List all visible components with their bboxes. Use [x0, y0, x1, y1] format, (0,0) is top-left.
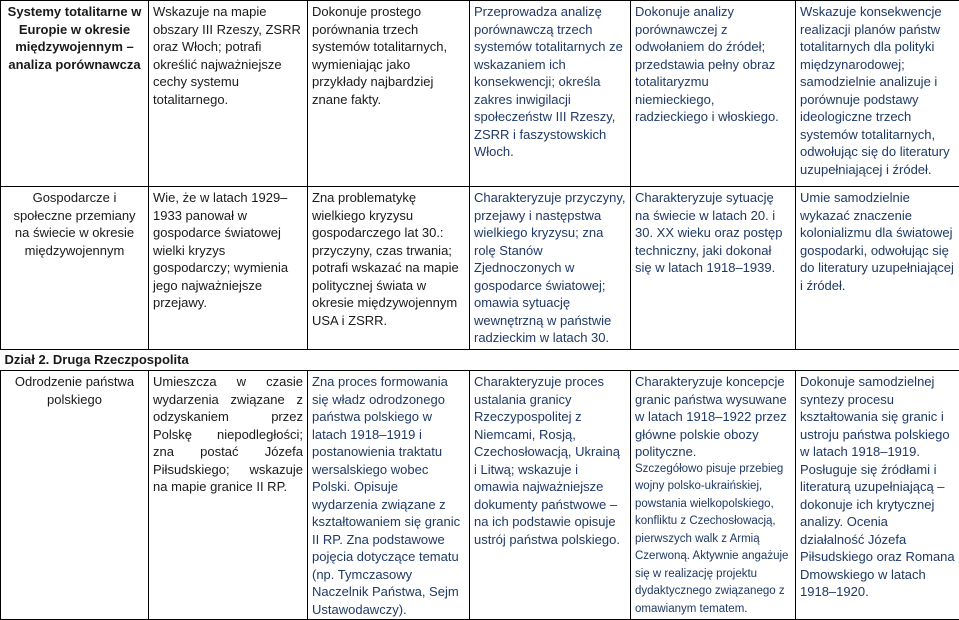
criteria-cell-dobra: Przeprowadza analizę porównawczą trzech systemów totalitarnych ze wskazaniem ich konsekwencji; określa zakres inwigilacji społeczeństw III Rzeszy, ZSRR i faszystowskich Włoch.	[470, 1, 631, 187]
table-row	[1, 187, 959, 350]
criteria-text-main: Charakteryzuje koncepcje granic państwa wysuwane w latach 1918–1922 przez główne polskie obozy polityczne.	[635, 373, 791, 461]
criteria-cell-dobra: Charakteryzuje przyczyny, przejawy i następstwa wielkiego kryzysu; zna rolę Stanów Zjednoczonych w gospodarce światowej; omawia sytuację wewnętrzną w państwie radzieckim w latach 30.	[470, 187, 631, 350]
criteria-cell-dopuszczajaca: Wie, że w latach 1929–1933 panował w gospodarce światowej wielki kryzys gospodarczy; wymienia jego najważniejsze przejawy.	[149, 187, 308, 350]
criteria-cell-dostateczna: Zna proces formowania się władz odrodzonego państwa polskiego w latach 1918–1919 i postanowienia traktatu wersalskiego wobec Polski. Opisuje wydarzenia związane z kształtowaniem się granic II RP. Zna podstawowe pojęcia dotyczące tematu (np. Tymczasowy Naczelnik Państwa, Sejm Ustawodawczy).	[308, 371, 470, 620]
section-title: Dział 2. Druga Rzeczpospolita	[1, 350, 959, 371]
criteria-text-detail: Szczegółowo pisuje przebieg wojny polsko-ukraińskiej, powstania wielkopolskiego, konfliktu z Czechosłowacją, pierwszych walk z Armią Czerwoną. Aktywnie angażuje się w realizację projektu dydaktycznego związanego z omawianym tematem.	[635, 461, 791, 619]
criteria-cell-dopuszczajaca: Umieszcza w czasie wydarzenia związane z odzyskaniem przez Polskę niepodległości; zna postać Józefa Piłsudskiego; wskazuje na mapie granice II RP.	[149, 371, 308, 620]
criteria-cell-celujaca: Wskazuje konsekwencje realizacji planów państw totalitarnych dla polityki międzynarodowej; samodzielnie analizuje i porównuje podstawy ideologiczne trzech systemów totalitarnych, odwołując się do literatury uzupełniającej i źródeł.	[796, 1, 959, 187]
topic-cell: Odrodzenie państwa polskiego	[1, 371, 149, 620]
criteria-cell-celujaca: Umie samodzielnie wykazać znaczenie kolonializmu dla światowej gospodarki, odwołując się do literatury uzupełniającej i źródeł.	[796, 187, 959, 350]
criteria-cell-bardzo-dobra: Charakteryzuje sytuację na świecie w latach 20. i 30. XX wieku oraz postęp techniczny, jaki dokonał się w latach 1918–1939.	[631, 187, 796, 350]
topic-cell: Systemy totalitarne w Europie w okresie międzywojennym – analiza porównawcza	[1, 1, 149, 187]
criteria-cell-dostateczna: Zna problematykę wielkiego kryzysu gospodarczego lat 30.: przyczyny, czas trwania; potrafi wskazać na mapie politycznej świata w okresie międzywojennym USA i ZSRR.	[308, 187, 470, 350]
criteria-cell-dobra: Charakteryzuje proces ustalania granicy Rzeczypospolitej z Niemcami, Rosją, Czechosłowacją, Ukrainą i Litwą; wskazuje i omawia najważniejsze dokumenty państwowe – na ich podstawie opisuje ustrój państwa polskiego.	[470, 371, 631, 620]
table-row	[1, 371, 959, 620]
criteria-cell-dostateczna: Dokonuje prostego porównania trzech systemów totalitarnych, wymieniając jako przykłady najbardziej znane fakty.	[308, 1, 470, 187]
criteria-cell-dopuszczajaca: Wskazuje na mapie obszary III Rzeszy, ZSRR oraz Włoch; potrafi określić najważniejsze cechy systemu totalitarnego.	[149, 1, 308, 187]
section-header-row	[1, 350, 959, 371]
topic-cell: Gospodarcze i społeczne przemiany na świecie w okresie międzywojennym	[1, 187, 149, 350]
criteria-cell-celujaca: Dokonuje samodzielnej syntezy procesu kształtowania się granic i ustroju państwa polskiego w latach 1918–1919. Posługuje się źródłami i literaturą uzupełniającą – dokonuje ich krytycznej analizy. Ocenia działalność Józefa Piłsudskiego oraz Romana Dmowskiego w latach 1918–1920.	[796, 371, 959, 620]
table-row	[1, 1, 959, 187]
criteria-cell-bardzo-dobra: Dokonuje analizy porównawczej z odwołaniem do źródeł; przedstawia pełny obraz totalitaryzmu niemieckiego, radzieckiego i włoskiego.	[631, 1, 796, 187]
criteria-cell-bardzo-dobra	[631, 371, 796, 620]
